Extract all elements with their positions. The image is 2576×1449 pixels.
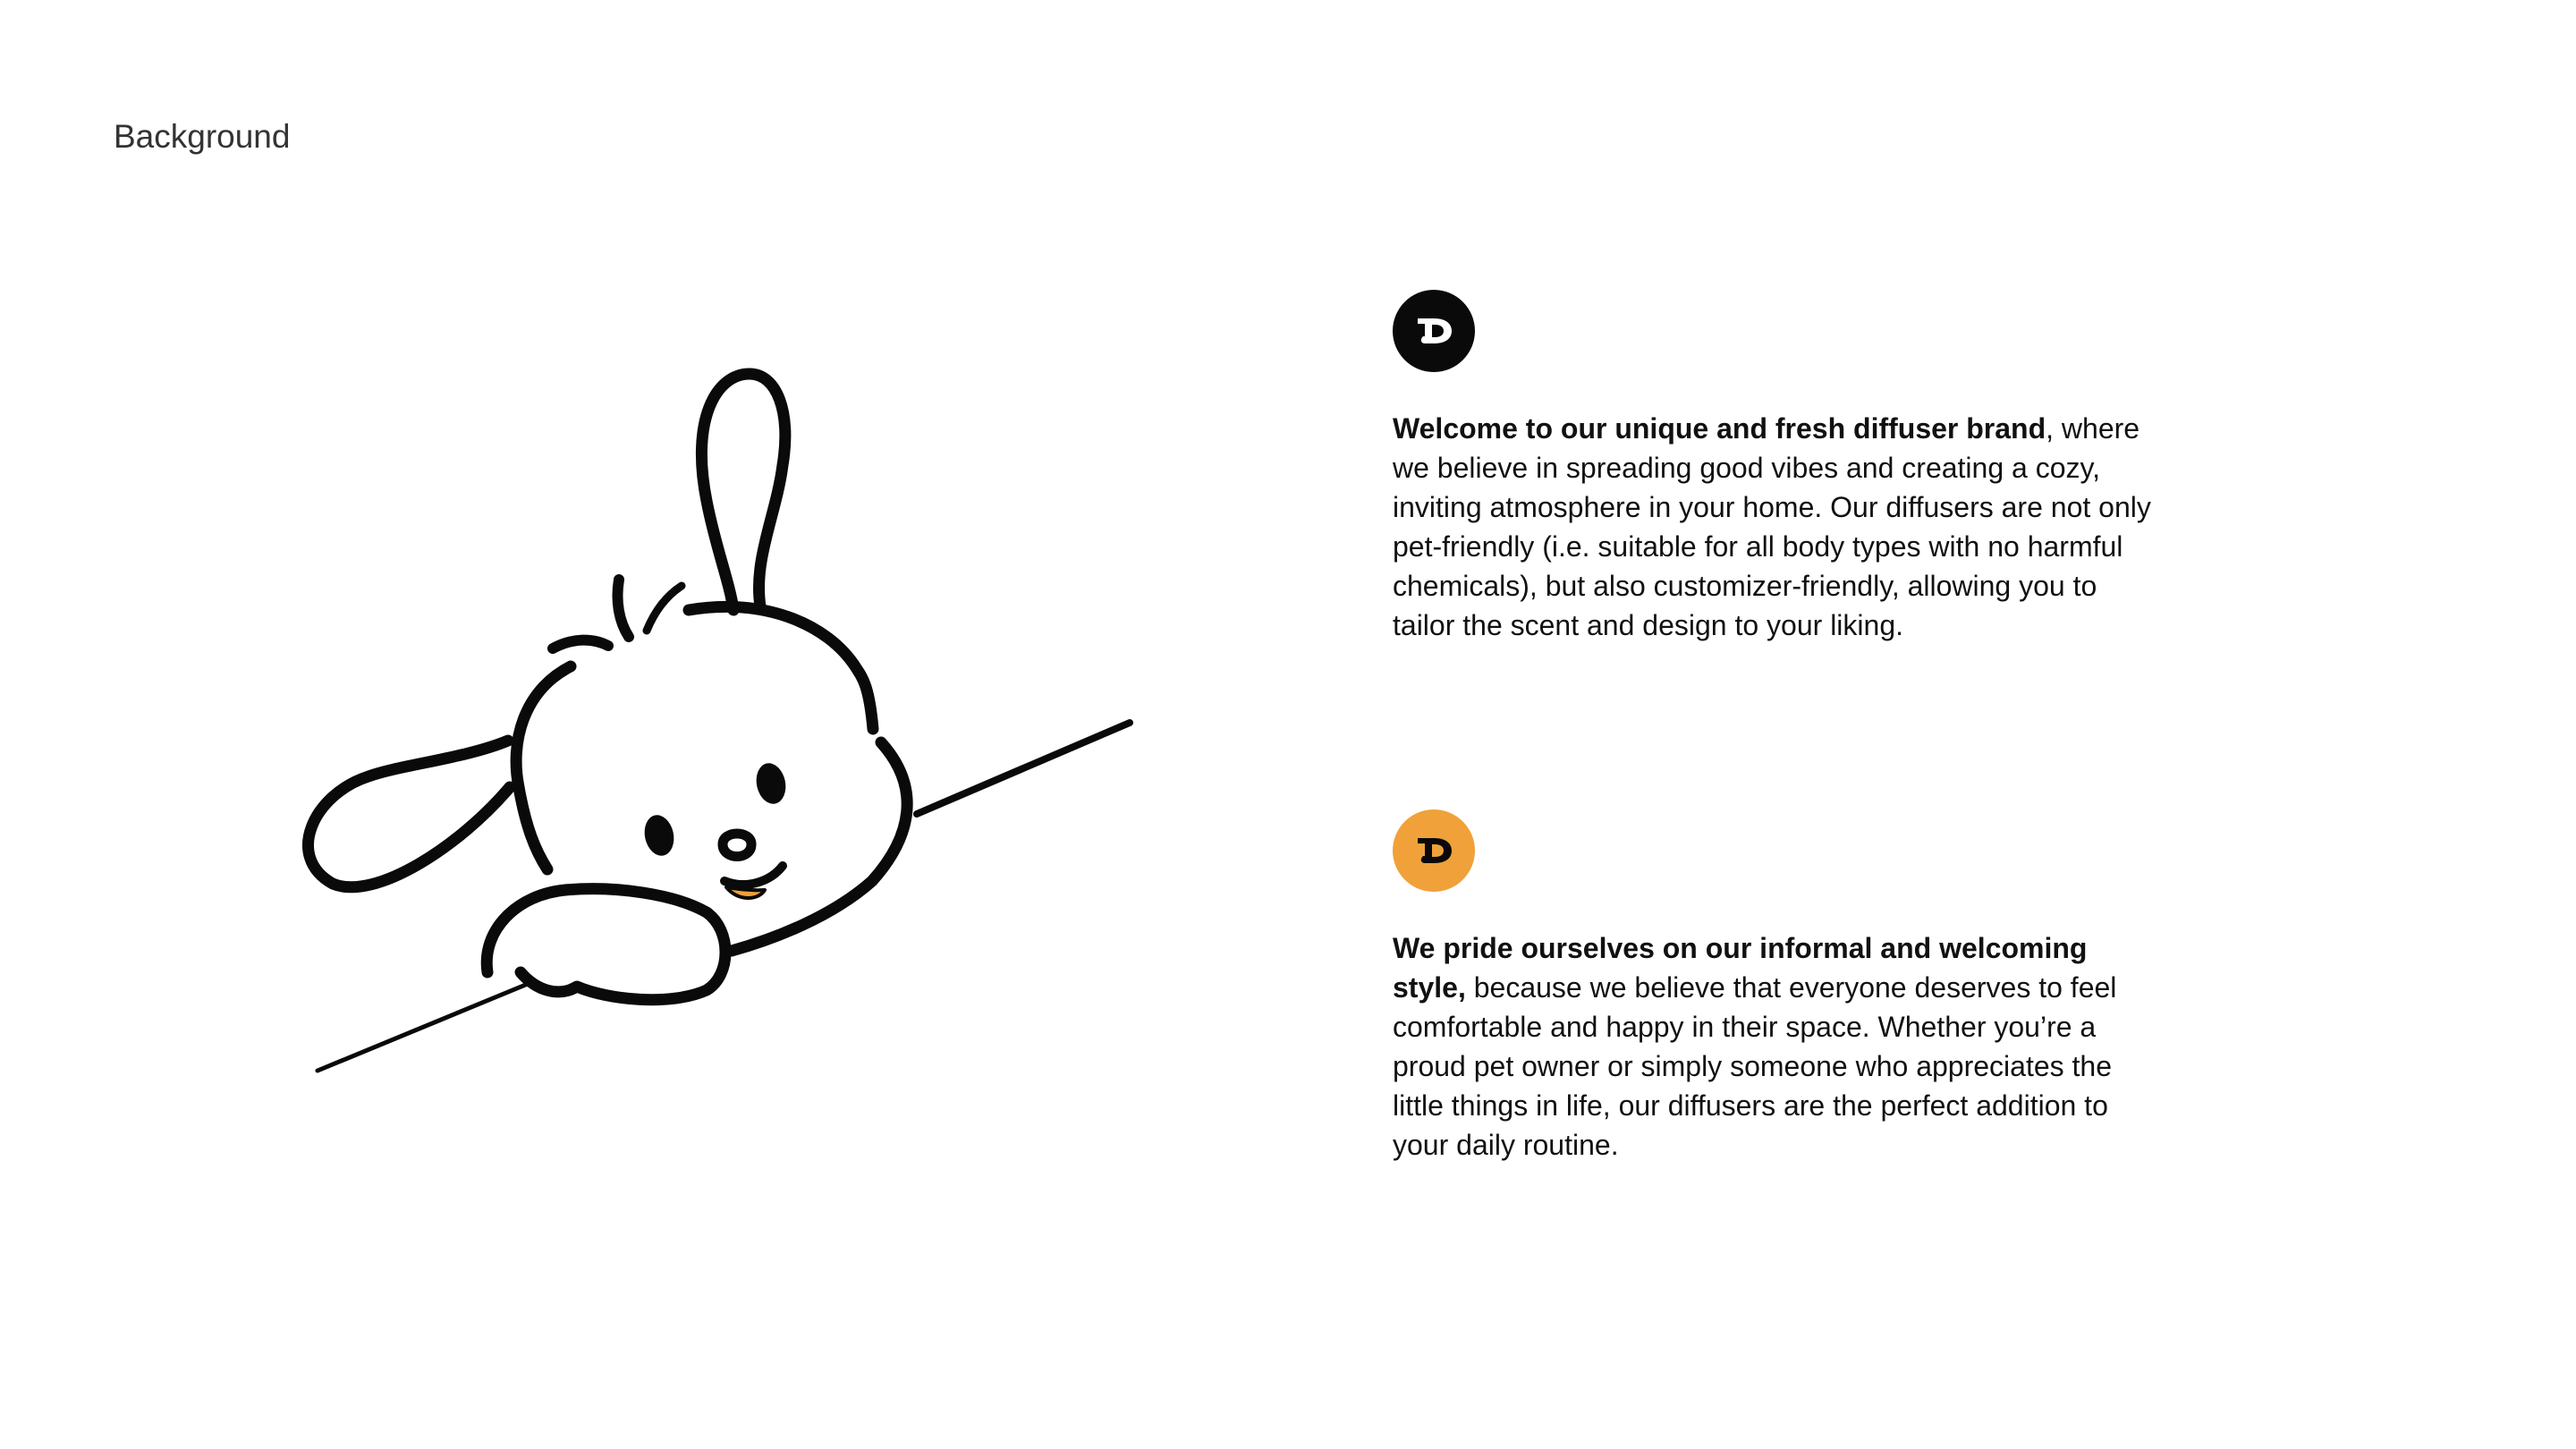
bunny-hair-tuft-3 — [553, 640, 608, 648]
bunny-nose — [723, 834, 751, 857]
style-body: because we believe that everyone deserves to feel comfortable and happy in their space. Whether you’re a proud pet owner or simply someone who appreciates the little things in life, our diffusers are the perfect addition to your daily routine. — [1393, 971, 2117, 1161]
bunny-tongue — [726, 887, 765, 898]
brand-logo-d-icon — [1393, 290, 1475, 372]
bunny-head-top — [689, 606, 873, 729]
table-edge-line-lower — [318, 984, 528, 1071]
bunny-smile — [724, 866, 783, 885]
bunny-hair-tuft-1 — [617, 580, 629, 637]
intro-paragraph — [1393, 409, 2162, 645]
bunny-mascot-illustration — [268, 349, 1181, 1100]
style-paragraph — [1393, 928, 2162, 1165]
section-title: Background — [114, 118, 291, 155]
intro-heading: Welcome to our unique and fresh diffuser brand — [1393, 412, 2046, 445]
brand-logo-d-icon — [1393, 809, 1475, 892]
bunny-eye-left — [641, 812, 678, 859]
intro-heading-suffix: , — [2046, 412, 2055, 445]
bunny-ear-floppy — [308, 741, 510, 887]
style-heading: We pride ourselves on our informal and welcoming style, — [1393, 932, 2088, 1004]
table-edge-line — [917, 723, 1130, 814]
bunny-hair-tuft-2 — [647, 586, 682, 631]
bunny-head-left — [516, 666, 571, 869]
intro-body: where we believe in spreading good vibes and creating a cozy, inviting atmosphere in your home. Our diffusers are not only pet-friendly (i.e. suitable for all body types with no harmful chemicals), but also customizer-friendly, allowing you to tailor the scent and design to your liking. — [1393, 412, 2151, 641]
bunny-eye-right — [753, 760, 790, 807]
bunny-ear-upright — [701, 374, 784, 610]
bunny-paw — [487, 889, 725, 1000]
